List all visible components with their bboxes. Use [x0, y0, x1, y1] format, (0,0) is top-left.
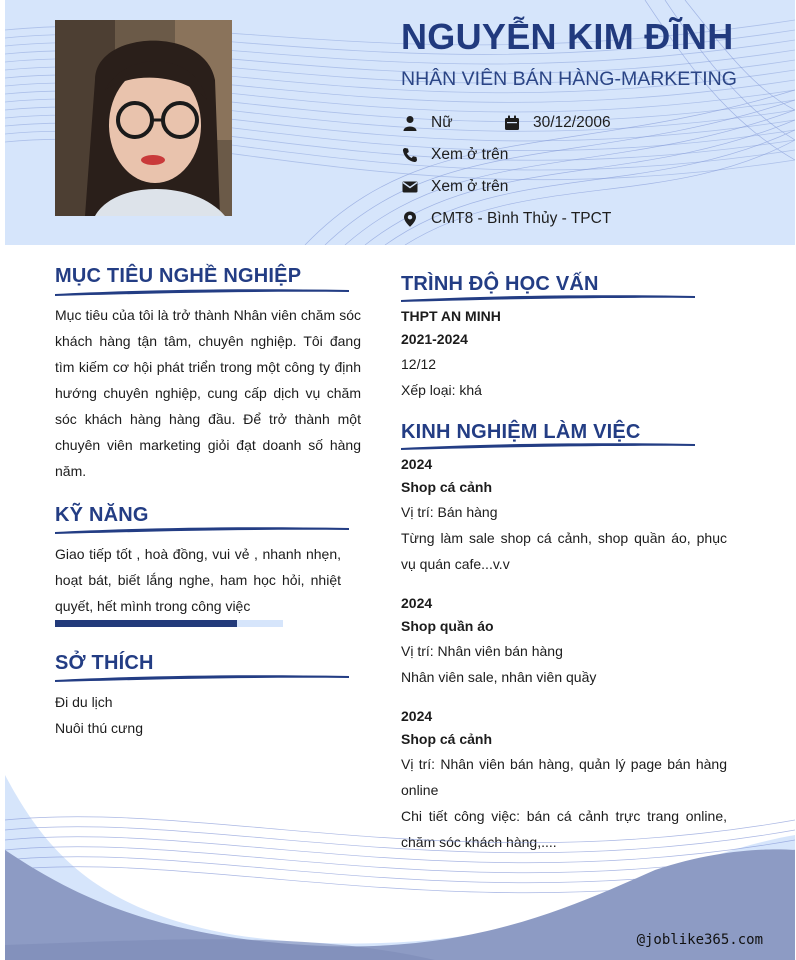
job-year: 2024	[401, 456, 433, 472]
address-value: CMT8 - Bình Thủy - TPCT	[431, 210, 612, 227]
hobbies-title: SỞ THÍCH	[55, 652, 154, 674]
birthday-value: 30/12/2006	[533, 114, 611, 131]
hobby-item: Đi du lịch	[55, 694, 113, 710]
email-icon	[401, 179, 418, 196]
job-position: Vị trí: Nhân viên bán hàng	[401, 643, 563, 659]
education-title-underline	[401, 292, 697, 304]
cv-page	[5, 0, 795, 960]
job-company: Shop cá cảnh	[401, 479, 493, 495]
objective-text: Mục tiêu của tôi là trở thành Nhân viên chăm sóc khách hàng tận tâm, chuyên nghiệp. Tôi đang tìm kiếm cơ hội phát triển trong một công ty định hướng chuyên nghiệp, cung cấp dịch vụ chăm sóc khách hàng hàng đầu. Để trở thành một chuyên viên marketing giỏi đạt doanh số hàng năm.	[55, 307, 361, 479]
header	[5, 0, 795, 245]
school-rank: Xếp loại: khá	[401, 382, 482, 398]
job-year: 2024	[401, 708, 433, 724]
hobby-item: Nuôi thú cưng	[55, 720, 143, 736]
school-name: THPT AN MINH	[401, 308, 501, 324]
job-company: Shop cá cảnh	[401, 731, 493, 747]
experience-title-underline	[401, 440, 697, 452]
skills-title: KỸ NĂNG	[55, 504, 149, 526]
job-year: 2024	[401, 595, 433, 611]
skills-text: Giao tiếp tốt , hoà đồng, vui vẻ , nhanh nhẹn, hoạt bát, biết lắng nghe, ham học hỏi, nhiệt quyết, hết mình trong công việc	[55, 546, 341, 614]
skill-level-fill	[55, 620, 237, 627]
job-description: Chi tiết công việc: bán cá cảnh trực trang online, chăm sóc khách hàng,....	[401, 808, 727, 850]
calendar-icon	[503, 115, 520, 132]
skill-level-bar	[55, 620, 283, 627]
phone-row	[401, 146, 508, 164]
objective-title: MỤC TIÊU NGHỀ NGHIỆP	[55, 265, 302, 287]
job-title: NHÂN VIÊN BÁN HÀNG-MARKETING	[401, 68, 737, 90]
job-position: Vị trí: Bán hàng	[401, 504, 498, 520]
objective-title-underline	[55, 286, 351, 298]
school-years: 2021-2024	[401, 331, 468, 347]
education-title: TRÌNH ĐỘ HỌC VẤN	[401, 273, 599, 295]
profile-photo	[55, 20, 232, 216]
watermark: @joblike365.com	[636, 932, 763, 948]
footer-wave-decoration	[5, 760, 795, 960]
phone-icon	[401, 147, 418, 164]
address-row	[401, 210, 611, 228]
candidate-name: NGUYỄN KIM ĐĨNH	[401, 16, 734, 57]
user-icon	[401, 115, 418, 132]
birthday-row	[503, 114, 611, 132]
gender-row	[401, 114, 453, 132]
phone-value: Xem ở trên	[431, 146, 509, 163]
job-position: Vị trí: Nhân viên bán hàng, quản lý page bán hàng online	[401, 756, 727, 798]
experience-title: KINH NGHIỆM LÀM VIỆC	[401, 421, 641, 443]
job-description: Từng làm sale shop cá cảnh, shop quần áo, phục vụ quán cafe...v.v	[401, 530, 727, 572]
school-grade: 12/12	[401, 356, 437, 372]
hobbies-title-underline	[55, 672, 351, 684]
profile-photo-illustration	[55, 20, 232, 216]
job-description: Nhân viên sale, nhân viên quầy	[401, 669, 597, 685]
job-company: Shop quần áo	[401, 618, 494, 634]
email-row	[401, 178, 508, 196]
location-icon	[401, 211, 418, 228]
email-value: Xem ở trên	[431, 178, 509, 195]
skills-title-underline	[55, 524, 351, 536]
gender-value: Nữ	[431, 114, 453, 131]
